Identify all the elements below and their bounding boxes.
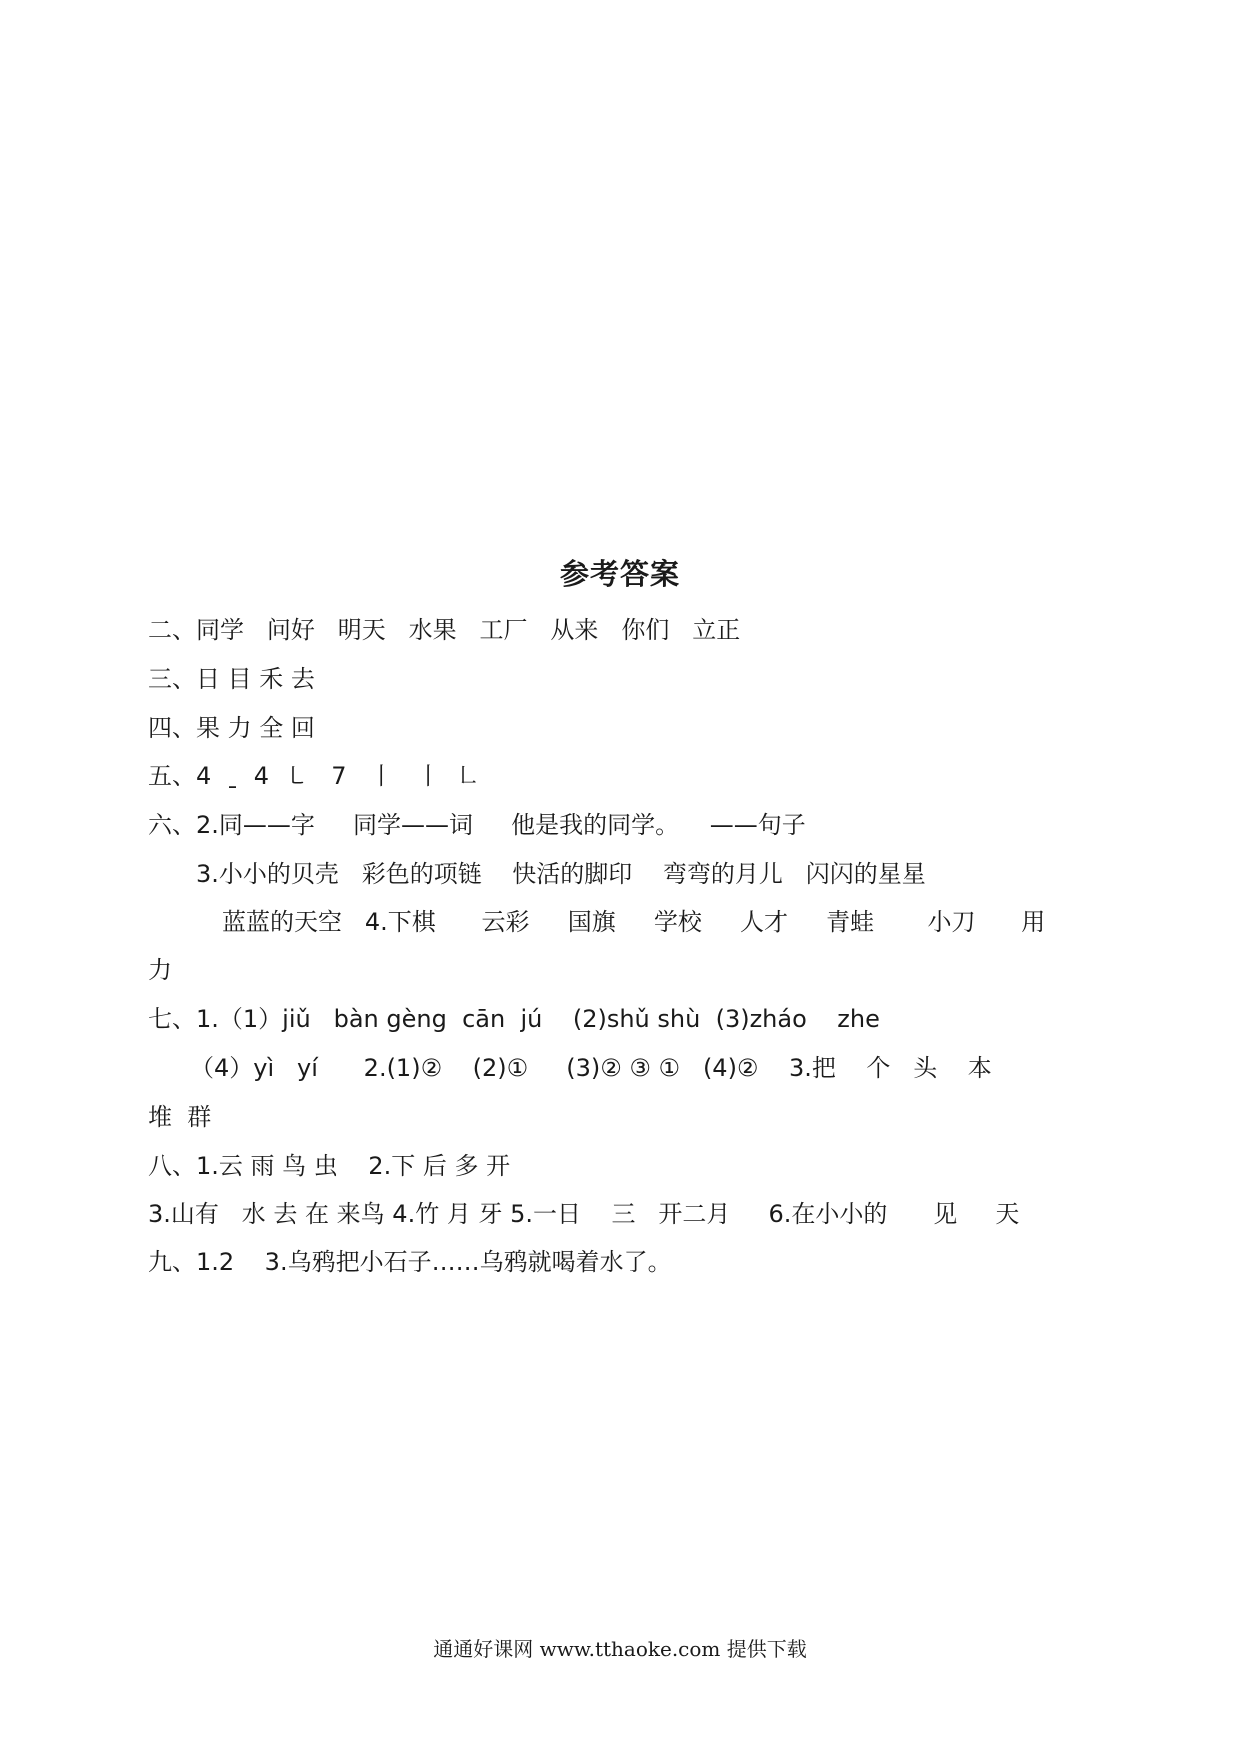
answer-line: 九、1.2 3.乌鸦把小石子……乌鸦就喝着水了。 <box>148 1248 672 1276</box>
answer-line: 二、同学 问好 明天 水果 工厂 从来 你们 立正 <box>148 616 741 644</box>
answer-line: 八、1.云 雨 鸟 虫 2.下 后 多 开 <box>148 1152 511 1180</box>
answer-line: 力 <box>148 956 172 984</box>
answer-line: 3.小小的贝壳 彩色的项链 快活的脚印 弯弯的月儿 闪闪的星星 <box>196 860 926 888</box>
answer-line: 堆 群 <box>148 1103 212 1131</box>
answer-line: （4）yì yí 2.(1)② (2)① (3)② ③ ① (4)② 3.把 个 头 本 <box>190 1054 992 1082</box>
answer-line: 3.山有 水 去 在 来鸟 4.竹 月 牙 5.一日 三 开二月 6.在小小的 见 天 <box>148 1200 1020 1228</box>
answer-line: 三、日 目 禾 去 <box>148 665 315 693</box>
answer-line: 四、果 力 全 回 <box>148 714 315 742</box>
answer-line: 七、1.（1）jiǔ bàn gèng cān jú (2)shǔ shù (3)zháo zhe <box>148 1005 880 1033</box>
answer-line: 六、2.同——字 同学——词 他是我的同学。 ——句子 <box>148 811 806 839</box>
answer-line: 五、4 ˍ 4 ㇄ 7 丨 丨 ㇗ <box>148 762 480 790</box>
answer-line: 蓝蓝的天空 4.下棋 云彩 国旗 学校 人才 青蛙 小刀 用 <box>222 908 1046 936</box>
answer-key-title: 参考答案 <box>559 557 680 591</box>
footer-source: 通通好课网 www.tthaoke.com 提供下载 <box>433 1637 807 1661</box>
